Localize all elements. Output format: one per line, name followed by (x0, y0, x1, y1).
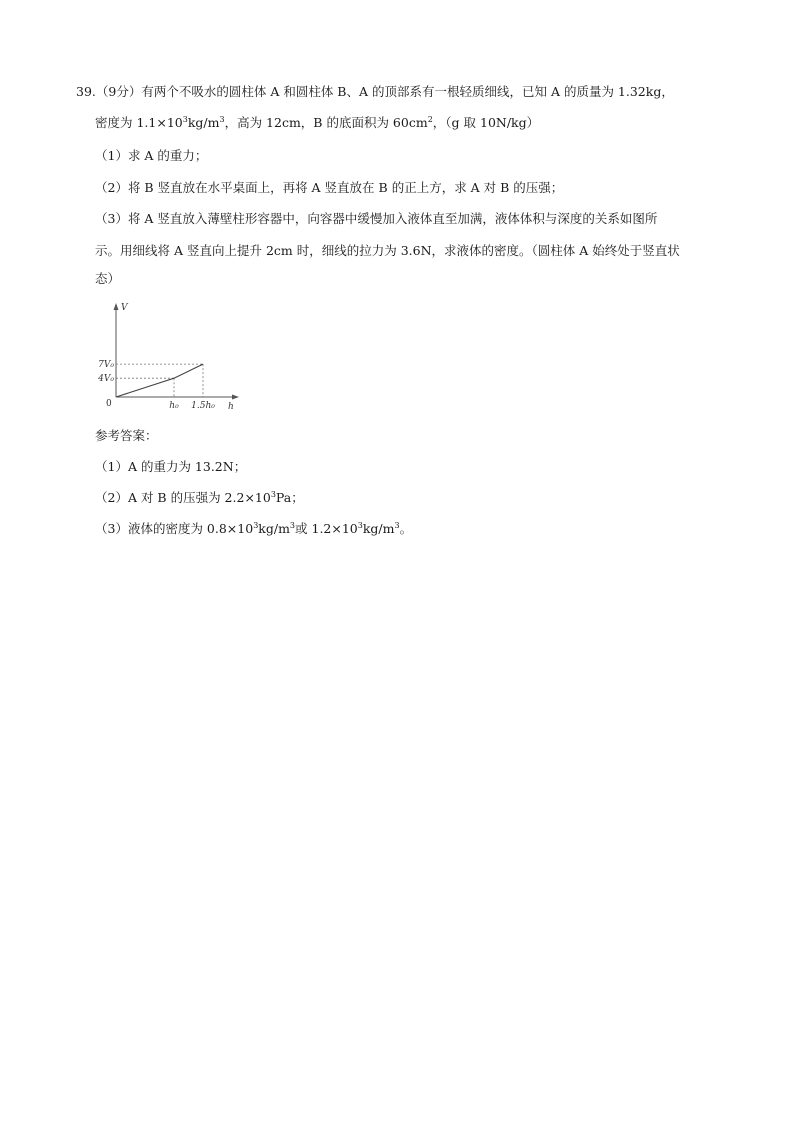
density-unit: kg/m (187, 115, 220, 130)
gravity-note: ，（g 取 10N/kg） (432, 115, 540, 130)
question-score: （9分） (95, 84, 142, 99)
question-line-1 (76, 84, 674, 100)
question-number: 39. (76, 84, 96, 99)
answer-2-exponent: 3 (270, 490, 276, 499)
answer-2-unit: Pa； (275, 490, 304, 505)
answer-heading: 参考答案： (95, 428, 158, 443)
y-axis-label: V (121, 303, 128, 313)
area-exponent: 2 (427, 115, 433, 124)
sub-question-3-line-3: 态） (95, 271, 121, 286)
volume-depth-line (116, 364, 203, 397)
answer-3-end: 。 (399, 521, 413, 536)
answer-2-text: （2）A 对 B 的压强为 2.2×10 (95, 490, 271, 505)
x-axis-label: h (228, 402, 234, 412)
answer-2 (95, 490, 304, 506)
question-stem-line-1: 有两个不吸水的圆柱体 A 和圆柱体 B、A 的顶部系有一根轻质细线，已知 A 的质量为 1.32kg， (141, 84, 674, 99)
y-tick-7v0: 7V₀ (98, 360, 114, 371)
y-tick-4v0: 4V₀ (98, 374, 114, 385)
sub-question-2: （2）将 B 竖直放在水平桌面上，再将 A 竖直放在 B 的正上方，求 A 对 B 的压强； (95, 180, 564, 195)
answer-3-unit-2: kg/m (362, 521, 395, 536)
answer-3 (95, 521, 412, 537)
height-area-text: ，高为 12cm，B 的底面积为 60cm (224, 115, 428, 130)
question-line-2 (95, 115, 539, 131)
answer-3-exp-3: 3 (357, 521, 363, 530)
origin-label: 0 (106, 399, 112, 409)
sub-question-1: （1）求 A 的重力； (95, 148, 208, 163)
sub-question-3-line-2: 示。用细线将 A 竖直向上提升 2cm 时，细线的拉力为 3.6N，求液体的密度。（圆柱体 A 始终处于竖直状 (95, 243, 680, 258)
answer-3-text: （3）液体的密度为 0.8×10 (95, 521, 254, 536)
density-unit-exponent: 3 (219, 115, 225, 124)
x-axis-arrow (232, 395, 239, 400)
y-axis-arrow (114, 303, 119, 310)
answer-3-alt: 或 1.2×10 (295, 521, 358, 536)
density-text: 密度为 1.1×10 (95, 115, 183, 130)
answer-1: （1）A 的重力为 13.2N； (95, 459, 247, 474)
x-tick-h0: h₀ (169, 401, 179, 411)
x-tick-1-5h0: 1.5h₀ (191, 401, 215, 411)
density-exponent: 3 (182, 115, 188, 124)
volume-depth-graph (96, 300, 246, 415)
answer-3-exp-2: 3 (289, 521, 296, 530)
sub-question-3-line-1: （3）将 A 竖直放入薄壁柱形容器中，向容器中缓慢加入液体直至加满，液体体积与深度的关系如图所 (95, 211, 658, 226)
answer-3-unit-1: kg/m (258, 521, 290, 536)
answer-3-exp-4: 3 (394, 521, 400, 530)
answer-3-exp-1: 3 (253, 521, 259, 530)
